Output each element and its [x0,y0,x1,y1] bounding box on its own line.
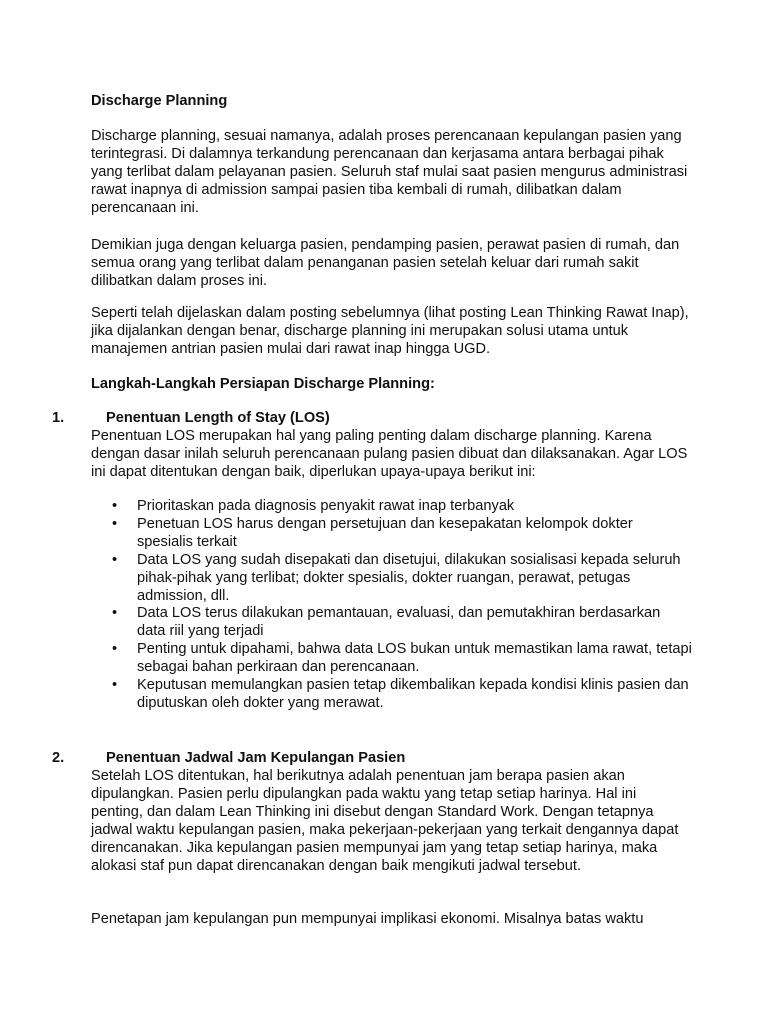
bullet-icon: • [112,605,118,622]
list-item-text: Data LOS yang sudah disepakati dan disetujui, dilakukan sosialisasi kepada seluruh pihak-pihak yang terlibat; dokter spesialis, dokter ruangan, perawat, petugas admission, dll. [137,551,681,604]
step1-body: Penentuan LOS merupakan hal yang paling penting dalam discharge planning. Karena dengan dasar inilah seluruh perencanaan pulang pasien dibuat dan dilaksanakan. Agar LOS ini dapat ditentukan dengan baik, diperlukan upaya-upaya berikut ini: [91,428,688,480]
list-item-text: Prioritaskan pada diagnosis penyakit rawat inap terbanyak [137,498,515,514]
bullet-icon: • [112,498,118,514]
step2-number: 2. [52,750,65,766]
document-title: Discharge Planning [91,93,228,109]
bullet-icon: • [112,641,118,658]
bullet-icon: • [112,677,118,694]
step1-number: 1. [52,410,65,426]
list-item [112,641,692,677]
list-item-text: Penetuan LOS harus dengan persetujuan dan kesepakatan kelompok dokter spesialis terkait [137,515,633,550]
paragraph-participants: Demikian juga dengan keluarga pasien, pendamping pasien, perawat pasien di rumah, dan semua orang yang terlibat dalam penanganan pasien setelah keluar dari rumah sakit dilibatkan dalam proses ini. [91,237,680,289]
paragraph-queue-solution: Seperti telah dijelaskan dalam posting sebelumnya (lihat posting Lean Thinking Rawat Inap), jika dijalankan dengan benar, discharge planning ini merupakan solusi utama untuk manajemen antrian pasien mulai dari rawat inap hingga UGD. [91,305,689,357]
paragraph-intro: Discharge planning, sesuai namanya, adalah proses perencanaan kepulangan pasien yang terintegrasi. Di dalamnya terkandung perencanaan dan kerjasama antara berbagai pihak yang terlibat dalam pelayanan pasien. Seluruh staf mulai saat pasien mengurus administrasi rawat inapnya di admission sampai pasien tiba kembali di rumah, dilibatkan dalam perencanaan ini. [91,128,688,216]
list-item [112,498,692,516]
step1-title: Penentuan Length of Stay (LOS) [106,410,330,426]
list-item [112,552,692,606]
step1-bullet-list [112,498,692,713]
bullet-icon: • [112,515,118,532]
step2-title: Penentuan Jadwal Jam Kepulangan Pasien [106,750,406,766]
list-item-text: Penting untuk dipahami, bahwa data LOS bukan untuk memastikan lama rawat, tetapi sebagai bahan perkiraan dan perencanaan. [137,641,692,676]
list-item-text: Data LOS terus dilakukan pemantauan, evaluasi, dan pemutakhiran berdasarkan data riil yang terjadi [137,605,661,640]
steps-heading: Langkah-Langkah Persiapan Discharge Planning: [91,376,435,392]
bullet-icon: • [112,551,118,568]
list-item [112,605,692,641]
step2-body-continued: Penetapan jam kepulangan pun mempunyai implikasi ekonomi. Misalnya batas waktu [91,911,644,927]
list-item-text: Keputusan memulangkan pasien tetap dikembalikan kepada kondisi klinis pasien dan diputuskan oleh dokter yang merawat. [137,677,689,711]
list-item [112,516,692,552]
list-item [112,677,692,713]
step2-body: Setelah LOS ditentukan, hal berikutnya adalah penentuan jam berapa pasien akan dipulangkan. Pasien perlu dipulangkan pada waktu yang tetap setiap harinya. Hal ini penting, dan dalam Lean Thinking ini disebut dengan Standard Work. Dengan tetapnya jadwal waktu kepulangan pasien, maka pekerjaan-pekerjaan yang terkait dengannya dapat direncanakan. Jika kepulangan pasien mempunyai jam yang tetap setiap harinya, maka alokasi staf pun dapat direncanakan dengan baik mengikuti jadwal tersebut. [91,768,679,874]
